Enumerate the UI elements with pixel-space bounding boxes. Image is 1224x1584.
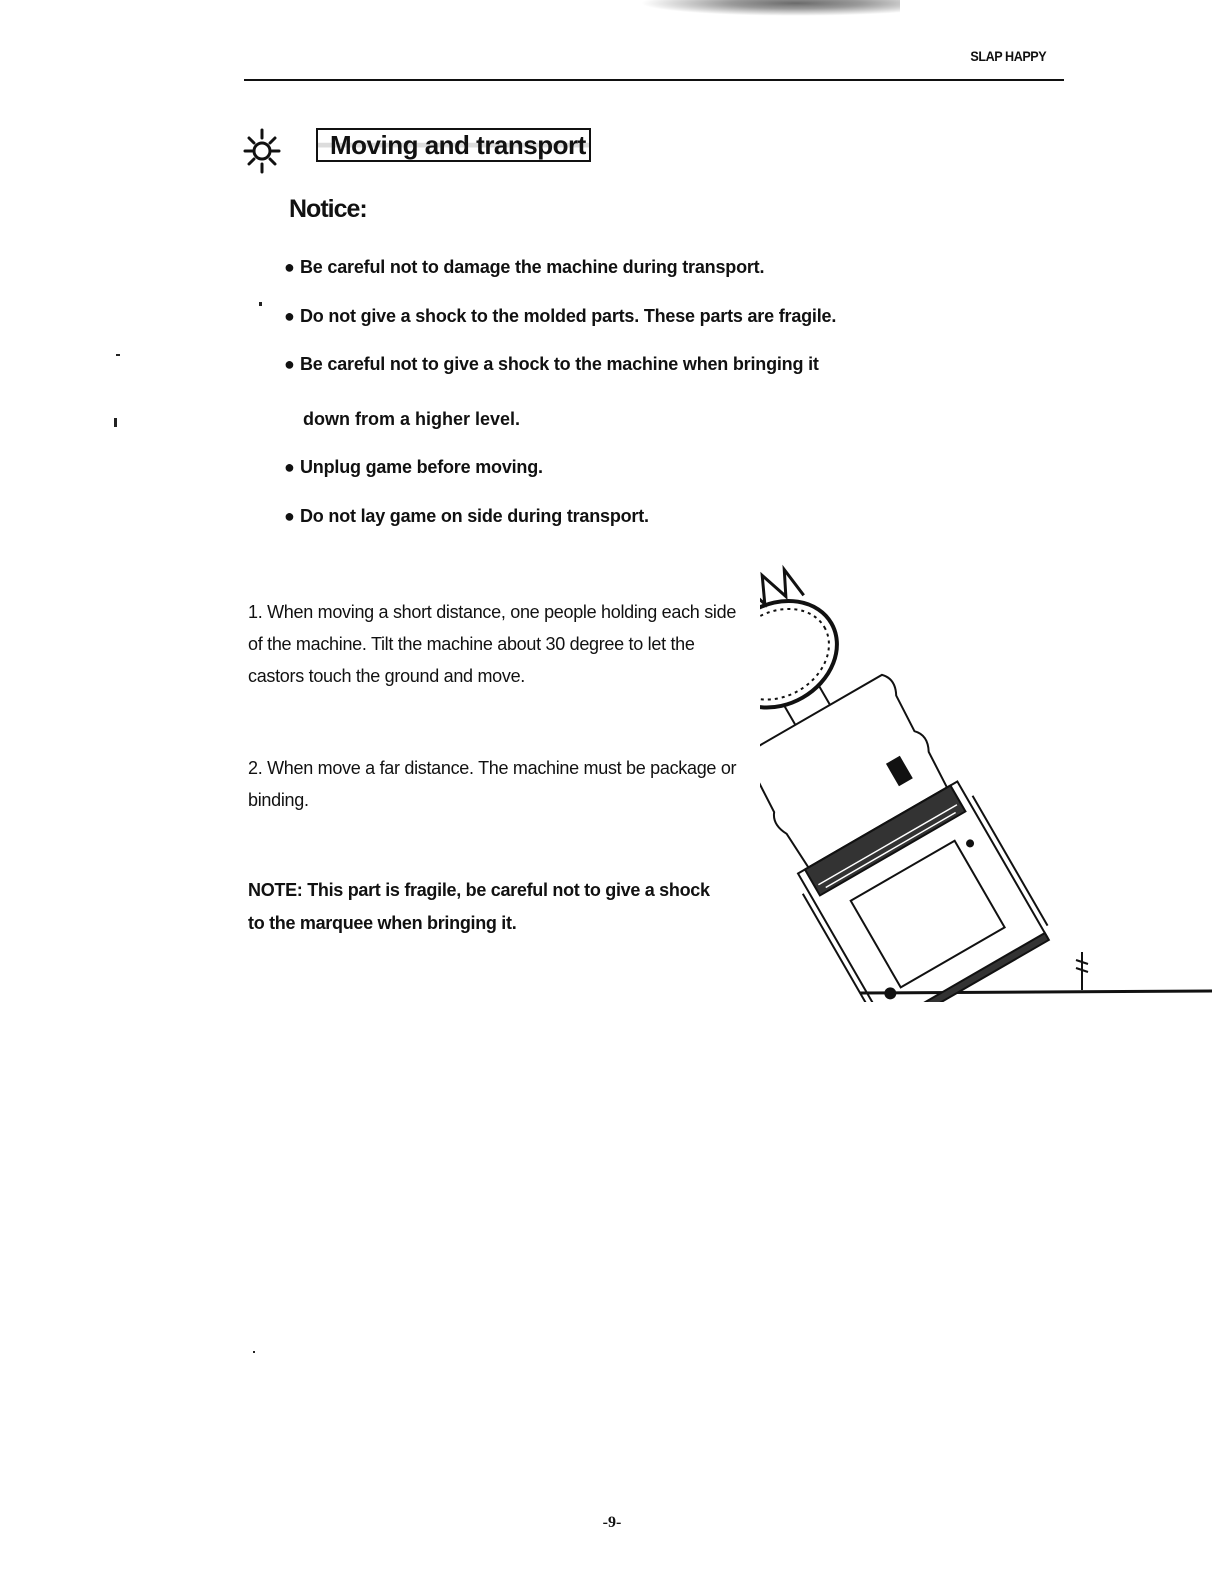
bullet-icon: ● [284, 257, 295, 277]
notice-item [284, 457, 543, 478]
notice-item-text: Do not lay game on side during transport. [300, 506, 649, 526]
notice-item [284, 306, 836, 327]
scan-smudge [640, 0, 900, 16]
section-title: Moving and transport [316, 128, 591, 162]
notice-heading: Notice: [289, 195, 367, 223]
scan-speck [259, 302, 262, 306]
page-number: -9- [602, 1514, 622, 1531]
notice-item-text: Unplug game before moving. [300, 457, 543, 477]
scan-speck [253, 1351, 255, 1353]
instruction-step-2: 2. When move a far distance. The machine must be package or binding. [248, 758, 737, 810]
sun-icon [243, 128, 281, 174]
bullet-icon: ● [284, 354, 295, 374]
arcade-cabinet-tilted-icon [760, 512, 1215, 1002]
bullet-icon: ● [284, 457, 295, 477]
scan-speck [114, 418, 117, 427]
bullet-icon: ● [284, 306, 295, 326]
fragile-note: NOTE: This part is fragile, be careful not to give a shock to the marquee when bringing it. [248, 880, 710, 933]
notice-item-text: Be careful not to give a shock to the machine when bringing it [300, 354, 819, 374]
notice-item [284, 354, 819, 375]
bullet-icon: ● [284, 506, 295, 526]
notice-item-text: Do not give a shock to the molded parts. These parts are fragile. [300, 306, 837, 326]
notice-item [284, 506, 649, 527]
notice-item-text: Be careful not to damage the machine during transport. [300, 257, 765, 277]
header-rule [244, 79, 1064, 81]
header-brand: SLAP HAPPY [970, 48, 1046, 64]
notice-item-continuation: down from a higher level. [303, 409, 521, 429]
scan-speck [116, 354, 120, 356]
instruction-step-1: 1. When moving a short distance, one people holding each side of the machine. Tilt the machine about 30 degree to let the castors touch the ground and move. [248, 602, 737, 686]
notice-item [284, 257, 764, 278]
